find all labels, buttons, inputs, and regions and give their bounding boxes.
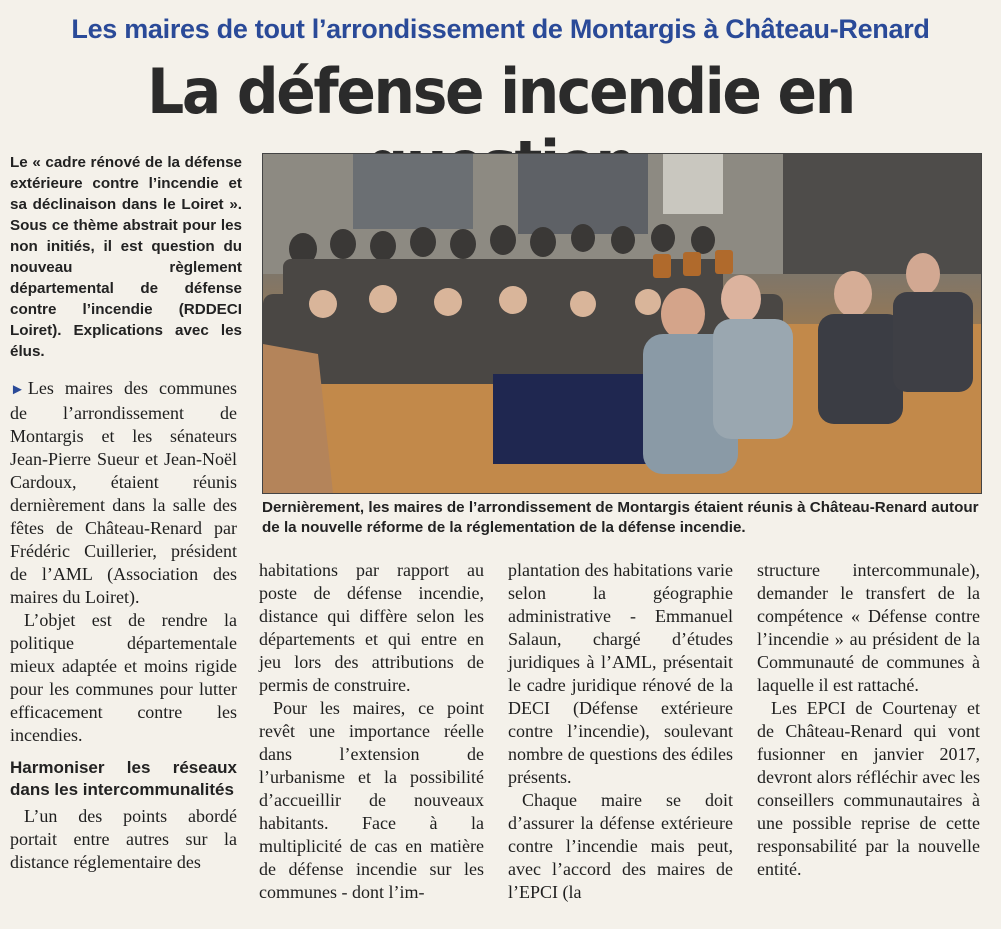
article-subhead: Harmoniser les réseaux dans les intercommunalités xyxy=(10,758,237,799)
article-headline: La défense incendie en xyxy=(147,55,854,128)
article-paragraph: habitations par rapport au poste de défense incendie, distance qui diffère selon les départements et qui entre en jeu lors des attributions de permis de construire. xyxy=(259,560,484,695)
triangle-marker-icon: ► xyxy=(10,382,25,398)
article-paragraph: plantation des habitations varie selon la géographie administrative - Emmanuel Salaun, chargé d’études juridiques à l’AML, présentait le cadre juridique rénové de la DECI (Défense extérieure contre l’incendie), soulevant nombre de questions des édiles présents. xyxy=(508,560,733,787)
article-paragraph: Les EPCI de Courtenay et de Château-Renard qui vont fusionner en janvier 2017, devront alors réfléchir avec les conseillers communautaires à une possible reprise de cette responsabilité par la nouvelle entité. xyxy=(757,698,980,879)
article-column-1 xyxy=(10,377,237,874)
article-column-2 xyxy=(259,559,484,904)
article-column-3 xyxy=(508,559,733,904)
article-column-4 xyxy=(757,559,980,881)
article-paragraph: L’objet est de rendre la politique départementale mieux adaptée et moins rigide pour les communes pour lutter efficacement contre les incendies. xyxy=(10,610,237,745)
article-paragraph: ► Les maires des communes de l’arrondissement de Montargis et les sénateurs Jean-Pierre Sueur et Jean-Noël Cardoux, étaient réunis dernièrement dans la salle des fêtes de Château-Renard par Frédéric Cuillerier, président de l’AML (Association des maires du Loiret). xyxy=(10,378,237,607)
meeting-photo-illustration xyxy=(263,154,981,493)
photo-caption: Dernièrement, les maires de l’arrondissement de Montargis étaient réunis à Château-Renard autour de la nouvelle réforme de la réglementation de la défense incendie. xyxy=(262,499,979,536)
article-chapo: Le « cadre rénové de la défense extérieure contre l’incendie et sa déclinaison dans le Loiret ». Sous ce thème abstrait pour les non initiés, il est question du nouveau règlement départemental de défense contre l’incendie (RDDECI Loiret). Explications avec les élus. xyxy=(10,154,242,360)
article-kicker: Les maires de tout l’arrondissement de Montargis à Château-Renard xyxy=(71,14,930,44)
article-paragraph: Chaque maire se doit d’assurer la défense extérieure contre l’incendie mais peut, avec l’accord des maires de l’EPCI (la xyxy=(508,790,733,902)
article-paragraph: structure intercommunale), demander le transfert de la compétence « Défense contre l’incendie » au président de la Communauté de communes à laquelle il est rattaché. xyxy=(757,560,980,695)
article-photo xyxy=(262,153,982,494)
article-paragraph: Pour les maires, ce point revêt une importance réelle dans l’extension de l’urbanisme et la possibilité d’accueillir de nouveaux habitants. Face à la multiplicité de cas en matière de défense incendie sur les communes - dont l’im- xyxy=(259,698,484,902)
article-paragraph: L’un des points abordé portait entre autres sur la distance réglementaire des xyxy=(10,806,237,872)
